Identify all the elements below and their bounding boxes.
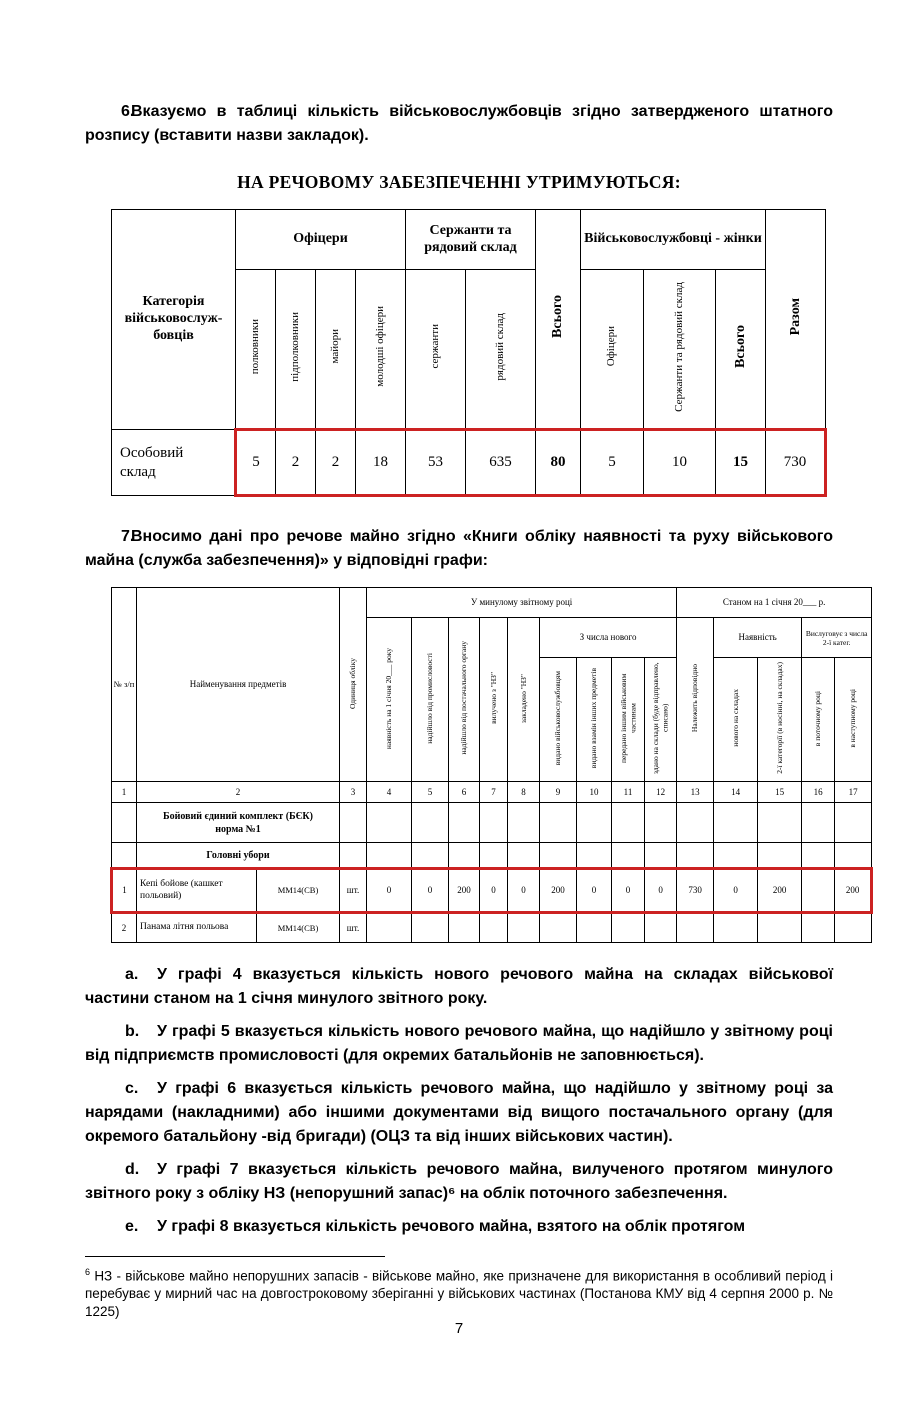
- col-number: 14: [714, 782, 758, 803]
- value-cell: [508, 913, 540, 943]
- item-b-lead: У графі 5: [157, 1023, 230, 1040]
- value-cell: 730: [677, 869, 714, 913]
- t1-value-total: 80: [536, 430, 581, 496]
- t2-num-header: № з/п: [112, 588, 137, 782]
- personnel-table: [111, 209, 827, 497]
- value-cell: [802, 869, 835, 913]
- value-cell: [612, 913, 645, 943]
- t1-sergeants-header: сержанти: [406, 270, 466, 430]
- footnote-text: $^6$ НЗ - військове майно непорушних запасів - військове майно, яке призначене для використання в особливий період і перебуває у мирний час на довгостроковому зберіганні у військових частинах (Постанова КМУ від 4 серпня 2000 р. № 1225): [85, 1267, 833, 1319]
- t1-women-sergeants-header: Сержанти та рядовий склад: [644, 270, 716, 430]
- item-unit: шт.: [340, 869, 367, 913]
- t2-col10-header: видано взамін інших предметів: [577, 658, 612, 782]
- list-item-c: [85, 1077, 833, 1149]
- value-cell: [835, 913, 872, 943]
- value-cell: [645, 913, 677, 943]
- value-cell: [714, 913, 758, 943]
- value-cell: 0: [480, 869, 508, 913]
- empty-cell: [802, 803, 835, 843]
- empty-cell: [714, 803, 758, 843]
- item-7-text: Вносимо дані про речове майно згідно «Книги обліку наявності та руху військового майна (служба забезпечення)» у відповідні графи:: [85, 528, 833, 569]
- item-c-text: вказується кількість речового майна, що надійшло у звітному році за нарядами (накладними) або іншими документами від вищого постачального органу (для окремого батальйону -від бригади) (ОЦЗ та від інших військових частин).: [85, 1080, 833, 1145]
- empty-cell: [802, 843, 835, 869]
- t1-women-total-header: Всього: [716, 270, 766, 430]
- list-item-b: [85, 1020, 833, 1068]
- t2-section-bek: Бойовий єдиний комплект (БЄК) норма №1: [137, 803, 340, 843]
- value-cell: [577, 913, 612, 943]
- value-cell: 0: [714, 869, 758, 913]
- paragraph-item-6: [85, 100, 833, 148]
- item-d-text: вказується кількість речового майна, вилученого протягом минулого звітного року з обліку НЗ (непорушний запас)⁶ на облік поточного забезпечення.: [85, 1161, 833, 1202]
- value-cell: [677, 913, 714, 943]
- empty-cell: [714, 843, 758, 869]
- t2-col7-header: вилучено з "НЗ": [480, 618, 508, 782]
- t2-prev-year-group-header: У минулому звітному році: [367, 588, 677, 618]
- value-cell: [480, 913, 508, 943]
- section-heading: НА РЕЧОВОМУ ЗАБЕЗПЕЧЕННІ УТРИМУЮТЬСЯ:: [237, 172, 681, 192]
- t2-new-group-header: З числа нового: [540, 618, 677, 658]
- item-cipher: ММ14(СВ): [257, 869, 340, 913]
- item-b-marker: b.: [125, 1023, 140, 1040]
- empty-cell: [835, 803, 872, 843]
- t2-col11-header: передано іншим військовим частинам: [612, 658, 645, 782]
- col-number: 17: [835, 782, 872, 803]
- empty-cell: [577, 843, 612, 869]
- t1-women-group-header: Військовослужбовці - жінки: [581, 210, 766, 270]
- footnote-separator: [85, 1256, 385, 1257]
- t2-section-row-headwear: [112, 843, 872, 869]
- item-name: Панама літня польова: [137, 913, 257, 943]
- t1-value-colonels: 5: [236, 430, 276, 496]
- footnote: [85, 1256, 833, 1320]
- t1-value-junior-officers: 18: [356, 430, 406, 496]
- item-cipher: ММ14(СВ): [257, 913, 340, 943]
- item-b-text: вказується кількість нового речового майна, що надійшло у звітному році від підприємств промисловості (для окремих батальйонів не заповнюється).: [85, 1023, 833, 1064]
- empty-cell: [112, 843, 137, 869]
- col-number: 7: [480, 782, 508, 803]
- value-cell: 200: [835, 869, 872, 913]
- item-c-marker: c.: [125, 1080, 139, 1097]
- t1-privates-header: рядовий склад: [466, 270, 536, 430]
- t1-category-header: Категорія військовослуж-бовців: [112, 210, 236, 430]
- t1-junior-officers-header: молодші офіцери: [356, 270, 406, 430]
- t1-total-header: Всього: [536, 210, 581, 430]
- empty-cell: [508, 843, 540, 869]
- t2-as-of-group-header: Станом на 1 січня 20___ р.: [677, 588, 872, 618]
- value-cell: 0: [508, 869, 540, 913]
- t2-col12-header: здано на склади (буде відправлено, списано): [645, 658, 677, 782]
- t1-razom-header: Разом: [766, 210, 826, 430]
- item-6-text: Вказуємо в таблиці кількість військовослужбовців згідно затвердженого штатного розпису (вставити назви закладок).: [85, 103, 833, 144]
- empty-cell: [449, 843, 480, 869]
- col-number: 11: [612, 782, 645, 803]
- empty-cell: [758, 803, 802, 843]
- empty-cell: [677, 843, 714, 869]
- col-number: 4: [367, 782, 412, 803]
- table-row-panama: [112, 913, 872, 943]
- item-a-lead: У графі 4: [157, 966, 242, 983]
- t1-majors-header: майори: [316, 270, 356, 430]
- row-number: 1: [112, 869, 137, 913]
- col-number: 3: [340, 782, 367, 803]
- value-cell: [758, 913, 802, 943]
- empty-cell: [508, 803, 540, 843]
- item-e-lead: У графі 8: [157, 1218, 229, 1235]
- col-number: 12: [645, 782, 677, 803]
- empty-cell: [480, 843, 508, 869]
- t2-section-row-bek: [112, 803, 872, 843]
- col-number: 10: [577, 782, 612, 803]
- item-d-marker: d.: [125, 1161, 140, 1178]
- t1-row-label: Особовий склад: [112, 430, 236, 496]
- col-number: 16: [802, 782, 835, 803]
- t2-serves-group-header: Вислуговує з числа 2-ї катег.: [802, 618, 872, 658]
- t1-value-razom: 730: [766, 430, 826, 496]
- empty-cell: [480, 803, 508, 843]
- empty-cell: [835, 843, 872, 869]
- t1-sergeants-group-header: Сержанти та рядовий склад: [406, 210, 536, 270]
- empty-cell: [645, 803, 677, 843]
- t1-value-privates: 635: [466, 430, 536, 496]
- t2-section-headwear: Головні убори: [137, 843, 340, 869]
- t1-value-women-officers: 5: [581, 430, 644, 496]
- explanation-list: [85, 963, 833, 1239]
- value-cell: [449, 913, 480, 943]
- col-number: 1: [112, 782, 137, 803]
- col-number: 2: [137, 782, 340, 803]
- col-number: 6: [449, 782, 480, 803]
- item-c-lead: У графі 6: [157, 1080, 237, 1097]
- value-cell: 200: [540, 869, 577, 913]
- value-cell: 0: [645, 869, 677, 913]
- row-number: 2: [112, 913, 137, 943]
- t2-col4-header: наявність на 1 січня 20___ року: [367, 618, 412, 782]
- empty-cell: [577, 803, 612, 843]
- empty-cell: [412, 803, 449, 843]
- t1-value-lieutenant-colonels: 2: [276, 430, 316, 496]
- item-a-marker: a.: [125, 966, 139, 983]
- value-cell: 0: [577, 869, 612, 913]
- value-cell: 200: [758, 869, 802, 913]
- paragraph-item-7: [85, 525, 833, 573]
- item-a-text: вказується кількість нового речового майна на складах військової частини станом на 1 січня минулого звітного року.: [85, 966, 833, 1007]
- empty-cell: [367, 803, 412, 843]
- t1-officers-group-header: Офіцери: [236, 210, 406, 270]
- item-unit: шт.: [340, 913, 367, 943]
- property-table: [110, 587, 873, 943]
- t2-unit-header: Одиниця обліку: [340, 588, 367, 782]
- empty-cell: [340, 843, 367, 869]
- col-number: 5: [412, 782, 449, 803]
- empty-cell: [367, 843, 412, 869]
- t2-column-numbers-row: [112, 782, 872, 803]
- t2-col8-header: закладено "НЗ": [508, 618, 540, 782]
- col-number: 15: [758, 782, 802, 803]
- empty-cell: [645, 843, 677, 869]
- t2-col15-header: 2-ї категорії (в носінні, на складах): [758, 658, 802, 782]
- item-e-marker: e.: [125, 1218, 139, 1235]
- t2-availability-group-header: Наявність: [714, 618, 802, 658]
- empty-cell: [612, 803, 645, 843]
- empty-cell: [112, 803, 137, 843]
- t2-name-header: Найменування предметів: [137, 588, 340, 782]
- item-name: Кепі бойове (кашкет польовий): [137, 869, 257, 913]
- value-cell: [802, 913, 835, 943]
- t1-colonels-header: полковники: [236, 270, 276, 430]
- t2-col13-header: Належить відповідно: [677, 618, 714, 782]
- list-item-e: [85, 1215, 833, 1239]
- empty-cell: [449, 803, 480, 843]
- empty-cell: [758, 843, 802, 869]
- item-6-marker: 6.: [121, 103, 135, 120]
- t1-value-women-sergeants: 10: [644, 430, 716, 496]
- t2-col16-header: в поточному році: [802, 658, 835, 782]
- t2-col14-header: нового на складах: [714, 658, 758, 782]
- item-e-text: вказується кількість речового майна, взятого на облік протягом: [228, 1218, 746, 1235]
- empty-cell: [612, 843, 645, 869]
- t1-value-sergeants: 53: [406, 430, 466, 496]
- t2-col5-header: надійшло від промисловості: [412, 618, 449, 782]
- footnote-marker: 6: [85, 1267, 91, 1277]
- value-cell: 0: [412, 869, 449, 913]
- t2-col17-header: в наступному році: [835, 658, 872, 782]
- t2-col9-header: видано військовослужбовцям: [540, 658, 577, 782]
- t1-value-women-total: 15: [716, 430, 766, 496]
- empty-cell: [340, 803, 367, 843]
- empty-cell: [677, 803, 714, 843]
- t1-lieutenant-colonels-header: підполковники: [276, 270, 316, 430]
- t2-col6-header: надійшло від постачального органу: [449, 618, 480, 782]
- empty-cell: [540, 803, 577, 843]
- empty-cell: [412, 843, 449, 869]
- item-7-marker: 7.: [121, 528, 135, 545]
- list-item-d: [85, 1158, 833, 1206]
- item-d-lead: У графі 7: [157, 1161, 239, 1178]
- value-cell: [412, 913, 449, 943]
- col-number: 13: [677, 782, 714, 803]
- t1-women-officers-header: Офіцери: [581, 270, 644, 430]
- page-number: 7: [454, 1320, 464, 1337]
- list-item-a: [85, 963, 833, 1011]
- value-cell: [367, 913, 412, 943]
- value-cell: [540, 913, 577, 943]
- value-cell: 0: [612, 869, 645, 913]
- value-cell: 0: [367, 869, 412, 913]
- value-cell: 200: [449, 869, 480, 913]
- table-row-kepi: [112, 869, 872, 913]
- t1-value-majors: 2: [316, 430, 356, 496]
- empty-cell: [540, 843, 577, 869]
- col-number: 8: [508, 782, 540, 803]
- col-number: 9: [540, 782, 577, 803]
